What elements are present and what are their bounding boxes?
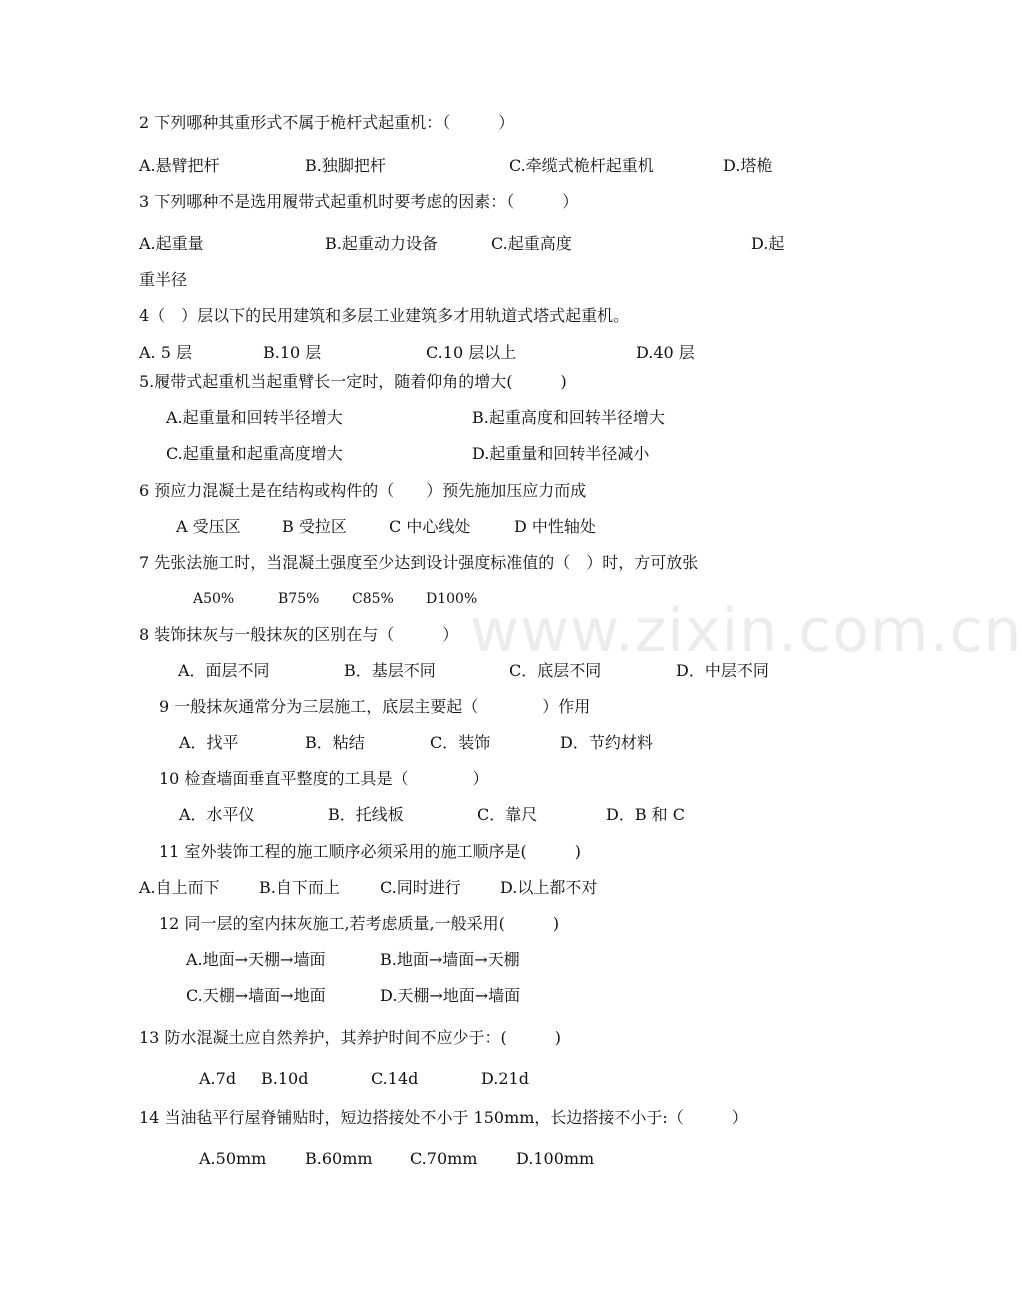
q7-option-a: A50% <box>193 591 235 607</box>
q10-option-d: D．B 和 C <box>606 805 686 824</box>
q3-option-d-continuation: 重半径 <box>139 270 188 289</box>
q9-option-b: B．粘结 <box>305 733 365 752</box>
question-4-stem: 4（ ）层以下的民用建筑和多层工业建筑多才用轨道式塔式起重机。 <box>139 306 630 325</box>
q10-option-c: C．靠尺 <box>477 805 538 824</box>
q11-option-a: A.自上而下 <box>139 878 220 897</box>
q11-option-b: B.自下而上 <box>259 878 340 897</box>
q14-option-d: D.100mm <box>516 1149 595 1168</box>
q8-option-c: C．底层不同 <box>509 661 602 680</box>
question-7-stem: 7 先张法施工时，当混凝土强度至少达到设计强度标准值的（ ）时，方可放张 <box>139 553 699 572</box>
q6-option-d: D 中性轴处 <box>514 517 596 536</box>
q4-option-c: C.10 层以上 <box>426 343 517 362</box>
q6-option-a: A 受压区 <box>176 517 241 536</box>
question-13-stem: 13 防水混凝土应自然养护，其养护时间不应少于：( ) <box>139 1028 561 1047</box>
q4-option-b: B.10 层 <box>263 343 322 362</box>
q2-option-d: D.塔桅 <box>723 156 773 175</box>
q2-option-b: B.独脚把杆 <box>305 156 386 175</box>
q13-option-b: B.10d <box>261 1069 309 1088</box>
watermark: www.zixin.com.cn <box>470 596 1022 666</box>
q5-option-b: B.起重高度和回转半径增大 <box>472 408 665 427</box>
q3-option-c: C.起重高度 <box>491 234 572 253</box>
q2-option-c: C.牵缆式桅杆起重机 <box>509 156 654 175</box>
q8-option-d: D．中层不同 <box>676 661 769 680</box>
q10-option-b: B．托线板 <box>328 805 404 824</box>
q11-option-c: C.同时进行 <box>380 878 461 897</box>
q9-option-d: D．节约材料 <box>560 733 653 752</box>
q14-option-a: A.50mm <box>199 1149 267 1168</box>
question-11-stem: 11 室外装饰工程的施工顺序必须采用的施工顺序是( ) <box>159 842 581 861</box>
q12-option-a: A.地面→天棚→墙面 <box>186 950 326 969</box>
q5-option-c: C.起重量和起重高度增大 <box>166 444 343 463</box>
q6-option-b: B 受拉区 <box>282 517 347 536</box>
q7-option-b: B75% <box>278 591 320 607</box>
q9-option-a: A．找平 <box>179 733 239 752</box>
q12-option-c: C.天棚→墙面→地面 <box>186 986 326 1005</box>
question-3-stem: 3 下列哪种不是选用履带式起重机时要考虑的因素：（ ） <box>139 192 579 211</box>
question-2-stem: 2 下列哪种其重形式不属于桅杆式起重机：（ ） <box>139 113 515 132</box>
question-9-stem: 9 一般抹灰通常分为三层施工，底层主要起（ ）作用 <box>159 697 591 716</box>
q8-option-a: A．面层不同 <box>178 661 270 680</box>
question-12-stem: 12 同一层的室内抹灰施工,若考虑质量,一般采用( ) <box>159 914 560 933</box>
q13-option-d: D.21d <box>481 1069 529 1088</box>
q9-option-c: C．装饰 <box>430 733 491 752</box>
q14-option-b: B.60mm <box>305 1149 373 1168</box>
q14-option-c: C.70mm <box>410 1149 478 1168</box>
q13-option-c: C.14d <box>371 1069 419 1088</box>
q8-option-b: B．基层不同 <box>344 661 436 680</box>
q5-option-d: D.起重量和回转半径减小 <box>472 444 650 463</box>
question-14-stem: 14 当油毡平行屋脊铺贴时，短边搭接处不小于 150mm，长边搭接不小于:（ ） <box>139 1108 748 1127</box>
q12-option-b: B.地面→墙面→天棚 <box>380 950 520 969</box>
q7-option-d: D100% <box>426 591 478 607</box>
question-5-stem: 5.履带式起重机当起重臂长一定时，随着仰角的增大( ) <box>139 372 567 391</box>
q4-option-d: D.40 层 <box>636 343 695 362</box>
q2-option-a: A.悬臂把杆 <box>139 156 220 175</box>
q6-option-c: C 中心线处 <box>389 517 471 536</box>
question-8-stem: 8 装饰抹灰与一般抹灰的区别在与（ ） <box>139 625 459 644</box>
question-10-stem: 10 检查墙面垂直平整度的工具是（ ） <box>159 769 489 788</box>
q13-option-a: A.7d <box>199 1069 237 1088</box>
q3-option-d: D.起 <box>751 234 785 253</box>
q12-option-d: D.天棚→地面→墙面 <box>380 986 521 1005</box>
question-6-stem: 6 预应力混凝土是在结构或构件的（ ）预先施加压应力而成 <box>139 481 587 500</box>
q7-option-c: C85% <box>352 591 394 607</box>
q3-option-b: B.起重动力设备 <box>325 234 438 253</box>
q10-option-a: A．水平仪 <box>179 805 255 824</box>
q5-option-a: A.起重量和回转半径增大 <box>166 408 343 427</box>
q3-option-a: A.起重量 <box>139 234 204 253</box>
q11-option-d: D.以上都不对 <box>500 878 598 897</box>
q4-option-a: A. 5 层 <box>139 343 192 362</box>
